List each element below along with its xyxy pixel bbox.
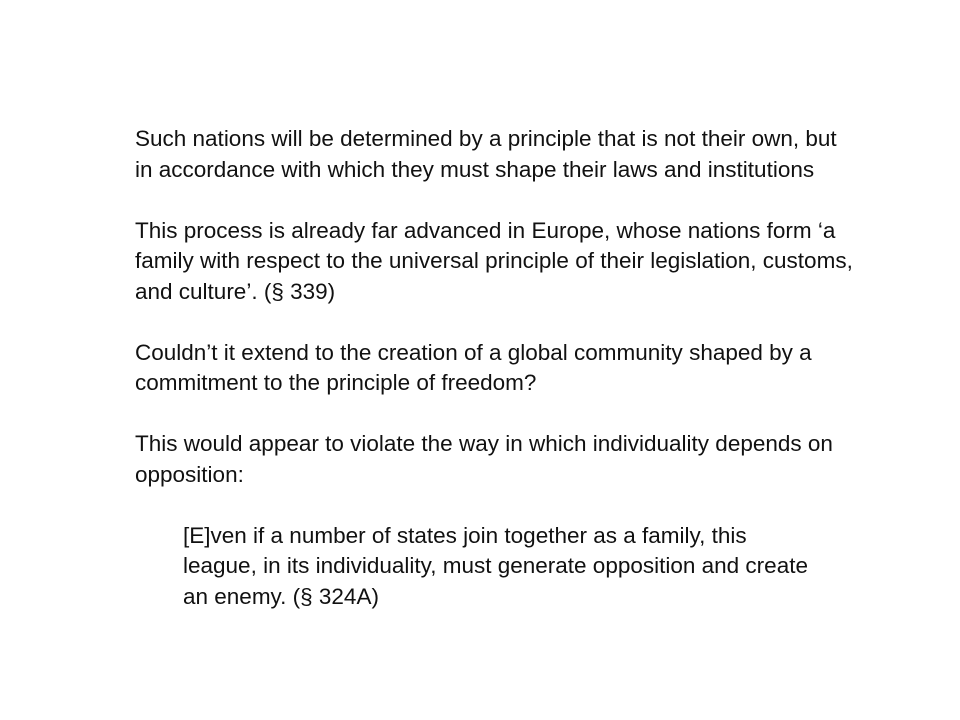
paragraph-individuality-opposition: This would appear to violate the way in which individuality depends on opposition:	[135, 431, 833, 487]
paragraph-europe-family: This process is already far advanced in Europe, whose nations form ‘a family with respect to the universal principle of their legislation, customs, and culture’. (§ 339)	[135, 217, 853, 304]
paragraph-nations-principle: Such nations will be determined by a principle that is not their own, but in accordance with which they must shape their laws and institutions	[135, 126, 837, 182]
block-quote: [E]ven if a number of states join together as a family, this league, in its individuality, must generate opposition and create an enemy. (§ 324A)	[183, 522, 808, 609]
slide-body	[135, 124, 855, 612]
paragraph-global-community: Couldn’t it extend to the creation of a global community shaped by a commitment to the principle of freedom?	[135, 339, 812, 395]
